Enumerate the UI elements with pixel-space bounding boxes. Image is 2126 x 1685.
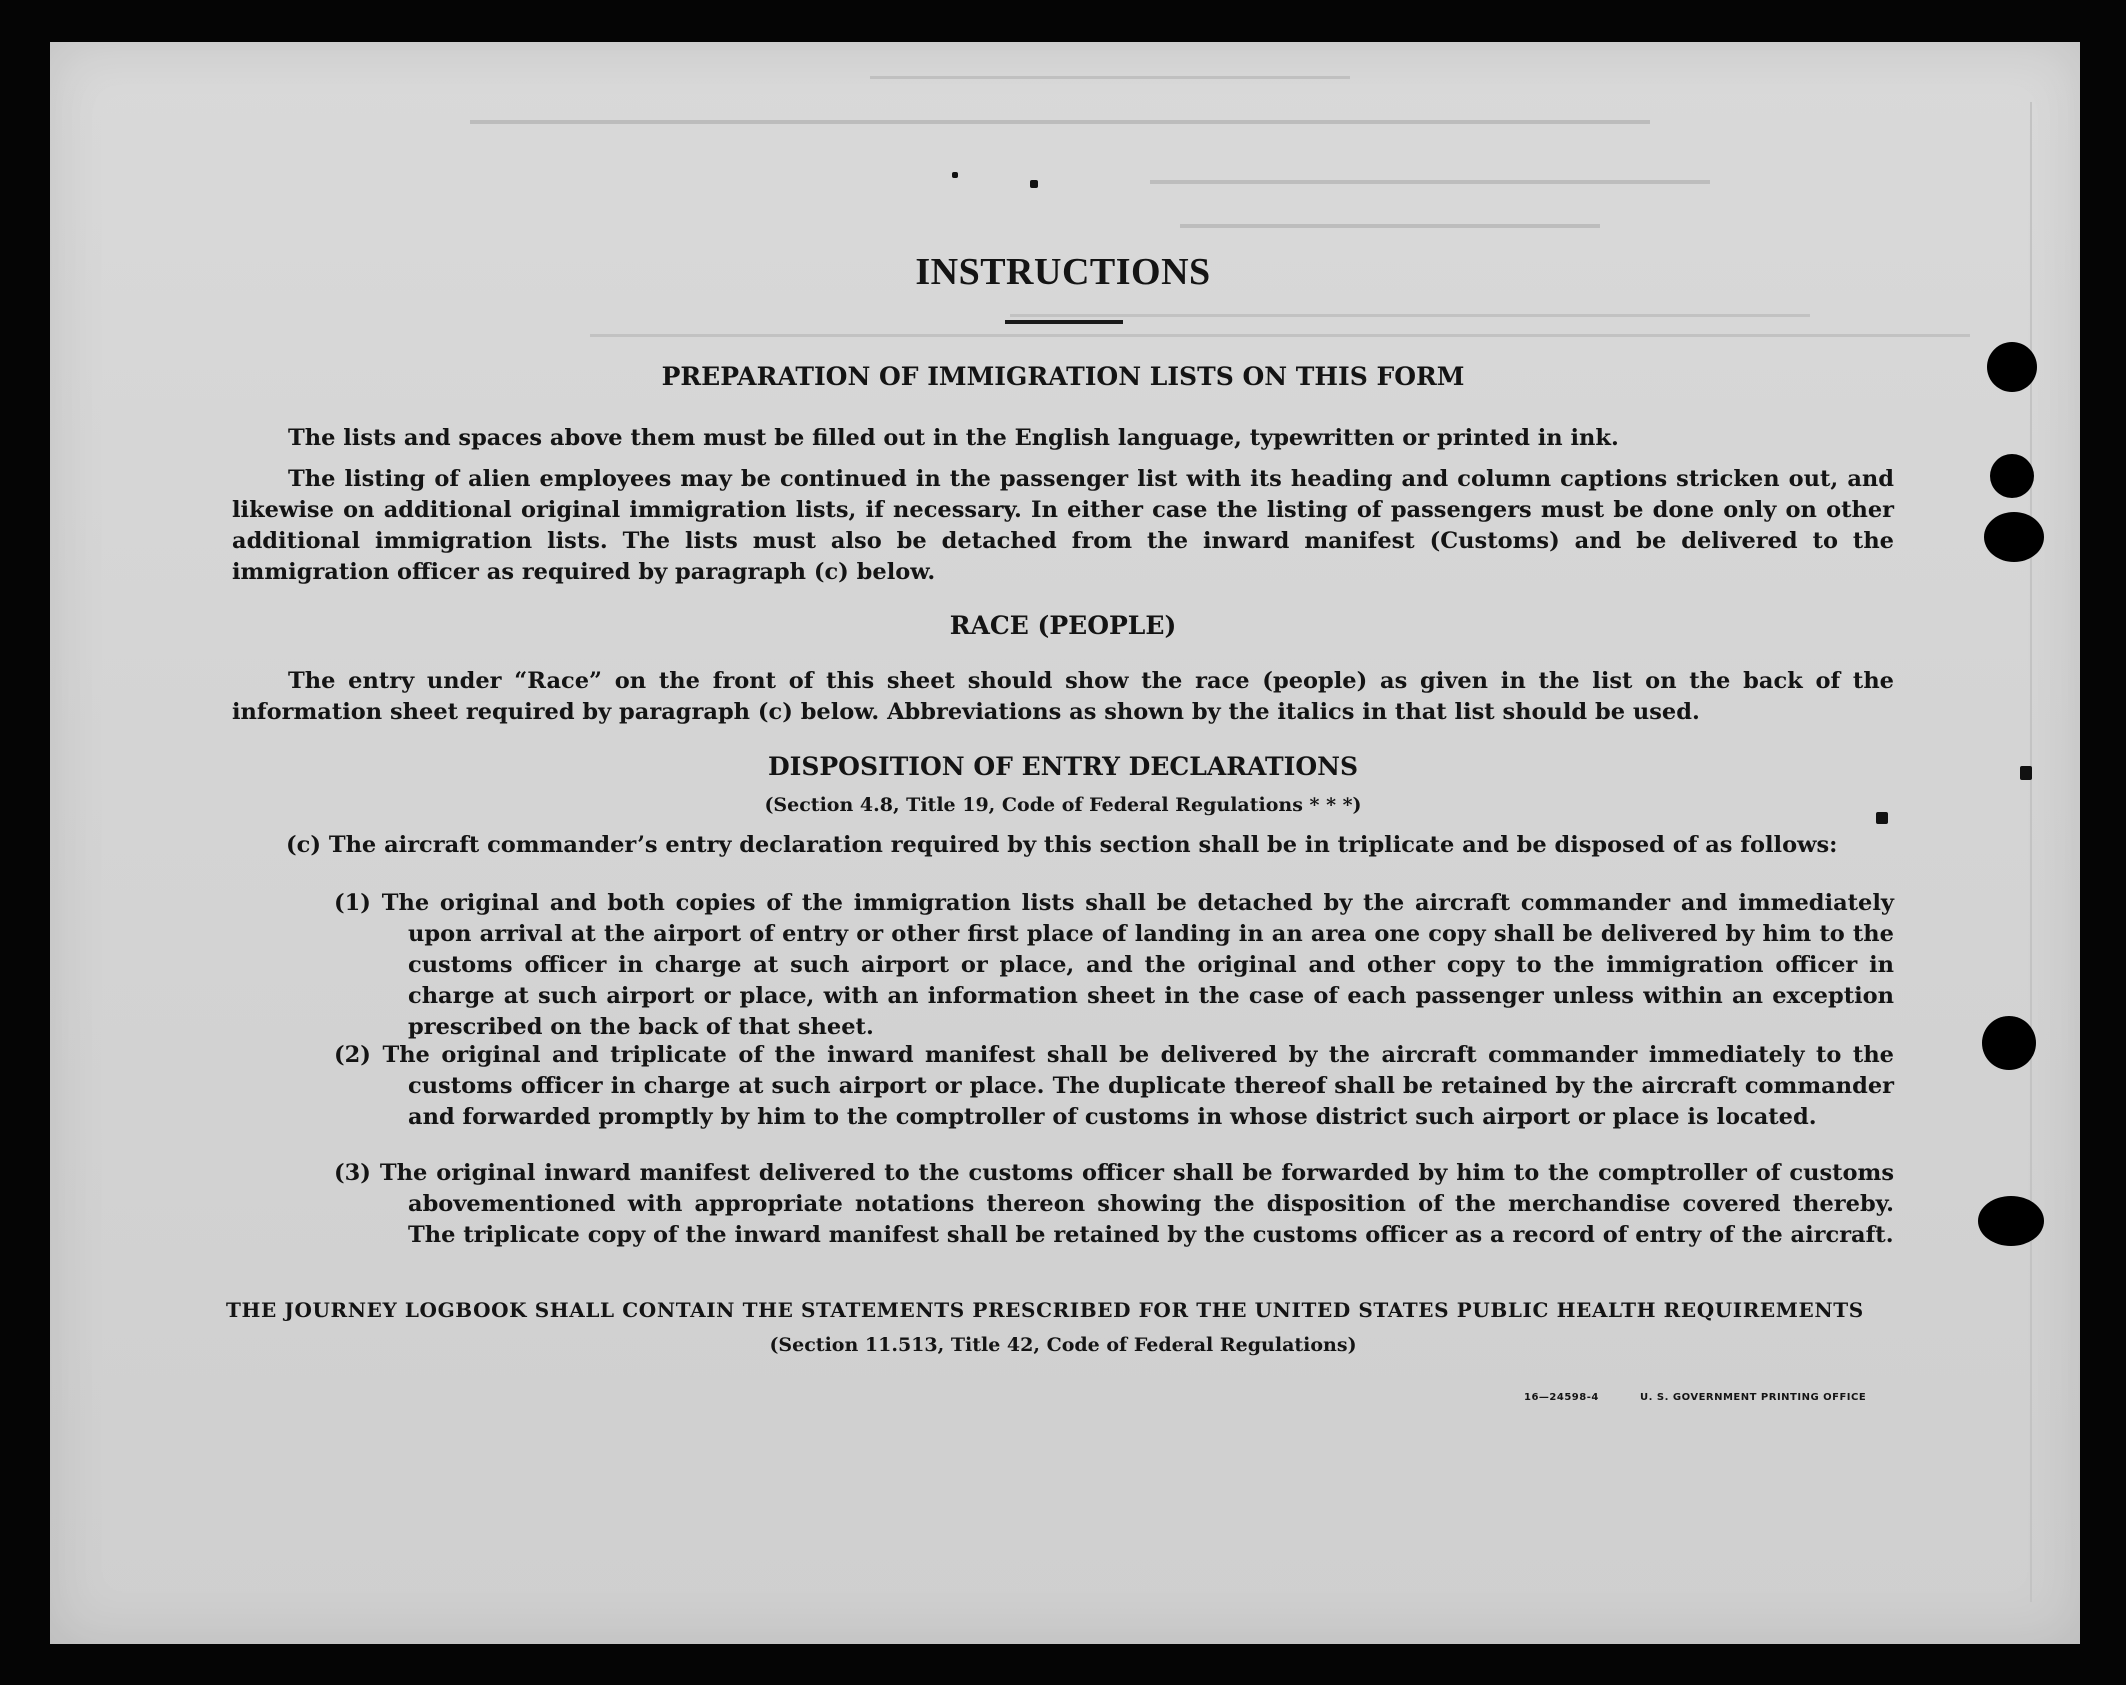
section-heading-preparation: PREPARATION OF IMMIGRATION LISTS ON THIS FORM: [661, 362, 1465, 391]
punch-hole: [1978, 1196, 2044, 1246]
race-paragraph: The entry under “Race” on the front of this sheet should show the race (people) as given in the list on the back of the information sheet required by paragraph (c) below. Abbreviations as shown by the italics in that list should be used.: [232, 668, 1894, 725]
show-through-mark: [1150, 180, 1710, 194]
preparation-paragraph-2: The listing of alien employees may be continued in the passenger list with its heading and column captions stricken out, and likewise on additional original immigration lists, if necessary. In either case the listing of passengers must be done only on other additional immigration lists. The lists must also be detached from the inward manifest (Customs) and be delivered to the immigration officer as required by paragraph (c) below.: [232, 466, 1894, 585]
journey-logbook-citation: (Section 11.513, Title 42, Code of Federal Regulations): [769, 1334, 1357, 1356]
journey-logbook-statement: THE JOURNEY LOGBOOK SHALL CONTAIN THE STATEMENTS PRESCRIBED FOR THE UNITED STATES PUBLIC HEALTH REQUIREMENTS: [226, 1298, 1864, 1322]
form-code: 16—24598-4: [1524, 1392, 1599, 1403]
show-through-mark: [470, 120, 1650, 134]
disposition-item-3: (3) The original inward manifest delivered to the customs officer shall be forwarded by him to the comptroller of customs abovementioned with appropriate notations thereon showing the disposition of the merchandise covered thereby. The triplicate copy of the inward manifest shall be retained by the customs officer as a record of entry of the aircraft.: [334, 1160, 1894, 1248]
punch-hole: [1982, 1016, 2036, 1070]
ink-speck: [952, 172, 958, 178]
section-heading-race: RACE (PEOPLE): [949, 611, 1177, 640]
show-through-rule: [2030, 102, 2082, 1602]
disposition-intro: (c) The aircraft commander’s entry declaration required by this section shall be in triplicate and be disposed of as follows:: [286, 832, 1838, 858]
title-underline: [1005, 320, 1123, 324]
section-heading-disposition: DISPOSITION OF ENTRY DECLARATIONS: [767, 752, 1359, 781]
page-title: INSTRUCTIONS: [915, 251, 1211, 293]
punch-hole: [1990, 454, 2034, 498]
show-through-mark: [1180, 224, 1600, 238]
show-through-mark: [870, 76, 1350, 89]
disposition-item-1: (1) The original and both copies of the immigration lists shall be detached by the aircraft commander and immediately upon arrival at the airport of entry or other first place of landing in an area one copy shall be delivered by him to the customs officer in charge at such airport or place, and the original and other copy to the immigration officer in charge at such airport or place, with an information sheet in the case of each passenger unless within an exception prescribed on the back of that sheet.: [334, 890, 1894, 1040]
printing-office: U. S. GOVERNMENT PRINTING OFFICE: [1640, 1392, 1867, 1403]
preparation-paragraph-1: The lists and spaces above them must be filled out in the English language, typewritten or printed in ink.: [288, 425, 1619, 451]
punch-hole: [1984, 512, 2044, 562]
show-through-mark: [590, 334, 1970, 347]
ink-speck: [1030, 180, 1038, 188]
disposition-citation: (Section 4.8, Title 19, Code of Federal Regulations * * *): [764, 794, 1362, 816]
disposition-item-2: (2) The original and triplicate of the inward manifest shall be delivered by the aircraft commander immediately to the customs officer in charge at such airport or place. The duplicate thereof shall be retained by the aircraft commander and forwarded promptly by him to the comptroller of customs in whose district such airport or place is located.: [334, 1042, 1894, 1130]
show-through-mark: [1010, 314, 1810, 327]
